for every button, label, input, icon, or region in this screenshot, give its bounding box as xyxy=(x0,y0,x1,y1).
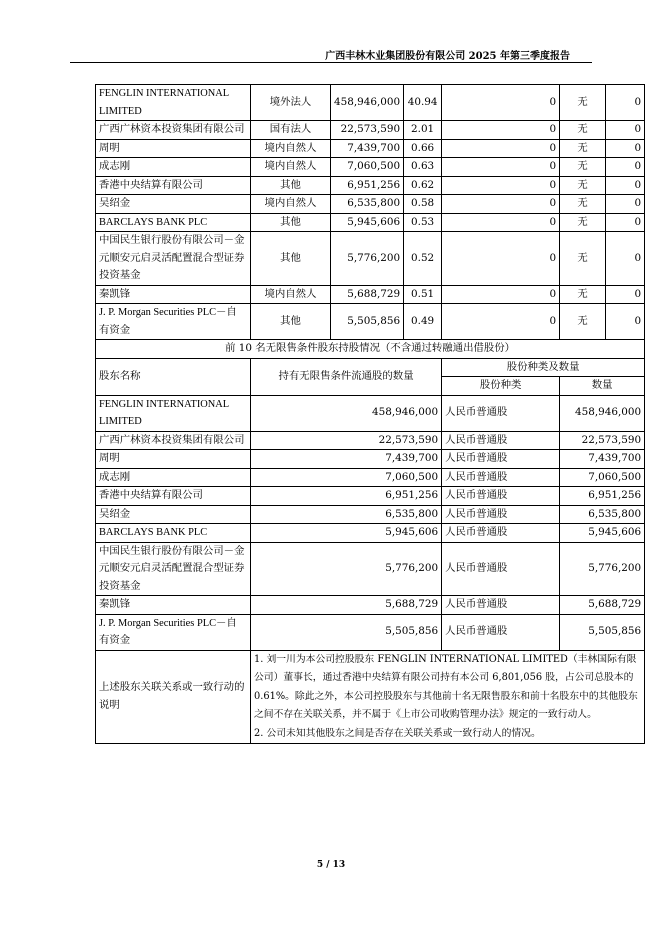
pledge-quantity: 0 xyxy=(606,139,645,158)
shares-held: 5,945,606 xyxy=(331,213,404,232)
shares-held: 458,946,000 xyxy=(331,85,404,121)
shares-held: 6,951,256 xyxy=(331,176,404,195)
shares-held: 6,535,800 xyxy=(331,195,404,214)
unrestricted-qty: 6,535,800 xyxy=(251,505,442,524)
pledge-quantity: 0 xyxy=(606,158,645,177)
shareholder-nature: 境外法人 xyxy=(251,85,331,121)
shareholder-nature: 其他 xyxy=(251,232,331,286)
page-header xyxy=(0,44,662,63)
unrestricted-qty: 6,951,256 xyxy=(251,487,442,506)
shares-held: 7,439,700 xyxy=(331,139,404,158)
table-row xyxy=(96,121,645,140)
pledge-status: 无 xyxy=(560,85,606,121)
shares-held: 7,060,500 xyxy=(331,158,404,177)
shareholder-name: 周明 xyxy=(96,139,251,158)
unrestricted-section-title: 前 10 名无限售条件股东持股情况（不含通过转融通出借股份） xyxy=(96,340,645,359)
pledge-status: 无 xyxy=(560,285,606,304)
table-row xyxy=(96,85,645,121)
table-row xyxy=(96,487,645,506)
shareholder-nature: 国有法人 xyxy=(251,121,331,140)
holding-ratio: 0.49 xyxy=(404,304,442,340)
report-title: 广西丰林木业集团股份有限公司 2025 年第三季度报告 xyxy=(325,51,570,62)
shares-held: 5,688,729 xyxy=(331,285,404,304)
table-row xyxy=(96,176,645,195)
share-type: 人民币普通股 xyxy=(442,487,560,506)
pledge-status: 无 xyxy=(560,213,606,232)
restricted-shares: 0 xyxy=(442,195,560,214)
table-row xyxy=(96,524,645,543)
page-number: 5 / 13 xyxy=(316,860,346,870)
table-row xyxy=(96,285,645,304)
col-share-type-group: 股份种类及数量 xyxy=(442,358,645,377)
shareholder-nature: 其他 xyxy=(251,304,331,340)
col-unrestricted-qty: 持有无限售条件流通股的数量 xyxy=(251,358,442,395)
table-row xyxy=(96,213,645,232)
table-row xyxy=(96,596,645,615)
holding-ratio: 0.58 xyxy=(404,195,442,214)
shares-held: 5,776,200 xyxy=(331,232,404,286)
table-row xyxy=(96,542,645,596)
shareholder-nature: 境内自然人 xyxy=(251,285,331,304)
restricted-shares: 0 xyxy=(442,232,560,286)
pledge-quantity: 0 xyxy=(606,285,645,304)
table-row xyxy=(96,158,645,177)
relation-note-text xyxy=(251,650,645,744)
share-amount: 22,573,590 xyxy=(560,431,645,450)
share-type: 人民币普通股 xyxy=(442,505,560,524)
shareholder-nature: 境内自然人 xyxy=(251,158,331,177)
relation-note-para-1: 1. 刘一川为本公司控股股东 FENGLIN INTERNATIONAL LIMITED（丰林国际有限公司）董事长，通过香港中央结算有限公司持有本公司 6,801,056 股，占公司总股本的 0.61%。除此之外，本公司控股股东与其他前十名无限售股东和前十名股东中的其他股东之间不存在关联关系，并不属于《上市公司收购管理办法》规定的一致行动人。 xyxy=(254,653,638,720)
share-amount: 5,945,606 xyxy=(560,524,645,543)
shareholder-name: BARCLAYS BANK PLC xyxy=(96,213,251,232)
shareholder-name: 成志刚 xyxy=(96,158,251,177)
table-row xyxy=(96,395,645,431)
holding-ratio: 0.53 xyxy=(404,213,442,232)
unrestricted-header-row xyxy=(96,358,645,377)
unrestricted-qty: 5,505,856 xyxy=(251,614,442,650)
shareholder-name: 周明 xyxy=(96,450,251,469)
holding-ratio: 0.66 xyxy=(404,139,442,158)
share-amount: 5,505,856 xyxy=(560,614,645,650)
share-type: 人民币普通股 xyxy=(442,614,560,650)
unrestricted-holders-body xyxy=(96,395,645,650)
holding-ratio: 0.51 xyxy=(404,285,442,304)
share-type: 人民币普通股 xyxy=(442,395,560,431)
restricted-shares: 0 xyxy=(442,121,560,140)
share-type: 人民币普通股 xyxy=(442,542,560,596)
table-row xyxy=(96,232,645,286)
restricted-shares: 0 xyxy=(442,139,560,158)
table-row xyxy=(96,139,645,158)
unrestricted-qty: 5,688,729 xyxy=(251,596,442,615)
shareholder-nature: 境内自然人 xyxy=(251,195,331,214)
restricted-shares: 0 xyxy=(442,158,560,177)
shareholder-name: 秦凯锋 xyxy=(96,596,251,615)
col-holder-name: 股东名称 xyxy=(96,358,251,395)
share-type: 人民币普通股 xyxy=(442,596,560,615)
shares-held: 22,573,590 xyxy=(331,121,404,140)
holding-ratio: 40.94 xyxy=(404,85,442,121)
restricted-shares: 0 xyxy=(442,85,560,121)
pledge-status: 无 xyxy=(560,176,606,195)
pledge-quantity: 0 xyxy=(606,121,645,140)
holding-ratio: 0.62 xyxy=(404,176,442,195)
header-divider xyxy=(70,62,592,63)
unrestricted-qty: 7,060,500 xyxy=(251,468,442,487)
shareholders-table xyxy=(95,84,645,744)
holding-ratio: 0.63 xyxy=(404,158,442,177)
table-row xyxy=(96,505,645,524)
shareholder-nature: 境内自然人 xyxy=(251,139,331,158)
shareholder-name: 广西广林资本投资集团有限公司 xyxy=(96,431,251,450)
table-row xyxy=(96,614,645,650)
shareholder-name: 秦凯锋 xyxy=(96,285,251,304)
shareholder-name: 中国民生银行股份有限公司－金元顺安元启灵活配置混合型证券投资基金 xyxy=(96,232,251,286)
table-row xyxy=(96,431,645,450)
pledge-status: 无 xyxy=(560,232,606,286)
pledge-status: 无 xyxy=(560,158,606,177)
pledge-quantity: 0 xyxy=(606,304,645,340)
share-amount: 5,776,200 xyxy=(560,542,645,596)
table-row xyxy=(96,304,645,340)
pledge-status: 无 xyxy=(560,195,606,214)
shareholder-name: 香港中央结算有限公司 xyxy=(96,487,251,506)
share-type: 人民币普通股 xyxy=(442,431,560,450)
unrestricted-qty: 22,573,590 xyxy=(251,431,442,450)
shareholder-name: 吴绍金 xyxy=(96,195,251,214)
pledge-status: 无 xyxy=(560,139,606,158)
relation-note-label: 上述股东关联关系或一致行动的说明 xyxy=(96,650,251,744)
shareholder-name: J. P. Morgan Securities PLC－自有资金 xyxy=(96,304,251,340)
share-amount: 5,688,729 xyxy=(560,596,645,615)
shareholder-name: 成志刚 xyxy=(96,468,251,487)
shareholder-name: 中国民生银行股份有限公司－金元顺安元启灵活配置混合型证券投资基金 xyxy=(96,542,251,596)
unrestricted-qty: 5,776,200 xyxy=(251,542,442,596)
relation-note-para-2: 2. 公司未知其他股东之间是否存在关联关系或一致行动人的情况。 xyxy=(254,727,541,739)
shareholder-name: FENGLIN INTERNATIONAL LIMITED xyxy=(96,395,251,431)
restricted-shares: 0 xyxy=(442,304,560,340)
unrestricted-section xyxy=(96,340,645,396)
top10-holders-body xyxy=(96,85,645,340)
share-amount: 7,060,500 xyxy=(560,468,645,487)
relation-note-row xyxy=(96,650,645,744)
shareholder-name: 广西广林资本投资集团有限公司 xyxy=(96,121,251,140)
col-share-amount: 数量 xyxy=(560,377,645,396)
share-amount: 6,535,800 xyxy=(560,505,645,524)
pledge-quantity: 0 xyxy=(606,232,645,286)
pledge-status: 无 xyxy=(560,121,606,140)
shareholder-nature: 其他 xyxy=(251,176,331,195)
restricted-shares: 0 xyxy=(442,213,560,232)
shareholder-nature: 其他 xyxy=(251,213,331,232)
pledge-quantity: 0 xyxy=(606,85,645,121)
unrestricted-qty: 5,945,606 xyxy=(251,524,442,543)
restricted-shares: 0 xyxy=(442,176,560,195)
share-type: 人民币普通股 xyxy=(442,468,560,487)
share-amount: 7,439,700 xyxy=(560,450,645,469)
table-row xyxy=(96,450,645,469)
share-amount: 6,951,256 xyxy=(560,487,645,506)
shareholder-name: 香港中央结算有限公司 xyxy=(96,176,251,195)
shareholder-name: BARCLAYS BANK PLC xyxy=(96,524,251,543)
pledge-quantity: 0 xyxy=(606,213,645,232)
table-row xyxy=(96,195,645,214)
shareholder-name: 吴绍金 xyxy=(96,505,251,524)
pledge-status: 无 xyxy=(560,304,606,340)
pledge-quantity: 0 xyxy=(606,176,645,195)
restricted-shares: 0 xyxy=(442,285,560,304)
pledge-quantity: 0 xyxy=(606,195,645,214)
shareholder-name: J. P. Morgan Securities PLC－自有资金 xyxy=(96,614,251,650)
col-share-type: 股份种类 xyxy=(442,377,560,396)
share-type: 人民币普通股 xyxy=(442,524,560,543)
holding-ratio: 0.52 xyxy=(404,232,442,286)
share-amount: 458,946,000 xyxy=(560,395,645,431)
share-type: 人民币普通股 xyxy=(442,450,560,469)
holding-ratio: 2.01 xyxy=(404,121,442,140)
table-row xyxy=(96,468,645,487)
relation-note-section xyxy=(96,650,645,744)
unrestricted-qty: 7,439,700 xyxy=(251,450,442,469)
unrestricted-section-title-row xyxy=(96,340,645,359)
shareholder-name: FENGLIN INTERNATIONAL LIMITED xyxy=(96,85,251,121)
unrestricted-qty: 458,946,000 xyxy=(251,395,442,431)
shares-held: 5,505,856 xyxy=(331,304,404,340)
